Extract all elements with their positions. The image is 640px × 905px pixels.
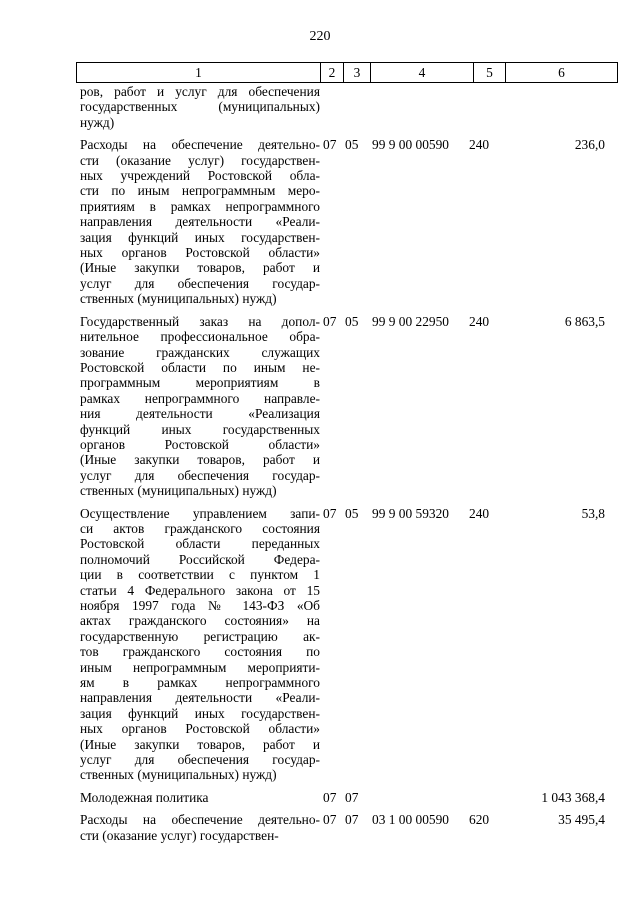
item-name-line: программным мероприятиям в xyxy=(80,375,320,391)
target-article-cell: 99 9 00 00590 xyxy=(372,137,449,153)
item-name-line: Ростовской области по иным не- xyxy=(80,359,320,375)
item-name-line: рамках непрограммного направле- xyxy=(80,390,320,406)
item-name-line: услуг для обеспечения государ- xyxy=(80,752,320,768)
target-article-cell: 99 9 00 59320 xyxy=(372,505,449,521)
item-name-line: (Иные закупки товаров, работ и xyxy=(80,452,320,468)
item-name-line: нительное профессиональное обра- xyxy=(80,329,320,345)
section-code-cell: 07 xyxy=(323,313,337,329)
item-name-cell xyxy=(76,84,319,130)
item-name-line: Осуществление управлением запи- xyxy=(80,505,320,521)
item-name-line: услуг для обеспечения государ- xyxy=(80,467,320,483)
column-header: 6 xyxy=(506,63,618,83)
amount-cell: 35 495,4 xyxy=(558,812,605,828)
item-name-line: сти (оказание услуг) государствен- xyxy=(80,152,320,168)
table-row xyxy=(76,314,611,499)
item-name-cell xyxy=(76,812,319,843)
item-name-line: ственных (муниципальных) нужд) xyxy=(80,483,277,499)
item-name-line: Расходы на обеспечение деятельно- xyxy=(80,137,320,153)
amount-cell xyxy=(500,84,611,130)
item-name-line: Молодежная политика xyxy=(80,789,209,805)
item-name-line: направления деятельности «Реали- xyxy=(80,690,320,706)
item-name-line: (Иные закупки товаров, работ и xyxy=(80,260,320,276)
target-article-cell xyxy=(367,790,469,805)
section-code-cell: 07 xyxy=(323,137,337,153)
item-name-line: ных органов Ростовской области» xyxy=(80,721,320,737)
item-name-line: ции в соответствии с пунктом 1 xyxy=(80,567,320,583)
item-name-line: направления деятельности «Реали- xyxy=(80,214,320,230)
item-name-line: государственных (муниципальных) xyxy=(80,99,320,115)
item-name-line: Расходы на обеспечение деятельно- xyxy=(80,812,320,828)
table-row xyxy=(76,506,611,783)
amount-cell: 6 863,5 xyxy=(564,313,605,329)
subsection-code-cell: 05 xyxy=(345,505,359,521)
section-code-cell: 07 xyxy=(323,789,337,805)
column-header: 5 xyxy=(474,63,506,83)
budget-table xyxy=(76,84,611,843)
expense-type-cell: 240 xyxy=(469,505,490,521)
item-name-line: зация функций иных государствен- xyxy=(80,705,320,721)
item-name-cell xyxy=(76,314,319,499)
column-header: 1 xyxy=(77,63,321,83)
table-row xyxy=(76,790,611,805)
item-name-line: иным непрограммным мероприяти- xyxy=(80,659,320,675)
item-name-line: нужд) xyxy=(80,114,115,130)
expense-type-cell: 240 xyxy=(469,313,490,329)
item-name-line: Ростовской области переданных xyxy=(80,536,320,552)
item-name-line: ров, работ и услуг для обеспечения xyxy=(80,84,320,99)
item-name-line: сти (оказание услуг) государствен- xyxy=(80,827,279,843)
column-header-row xyxy=(76,62,618,83)
item-name-line: ных учреждений Ростовской обла- xyxy=(80,168,320,184)
row-spacer xyxy=(76,130,611,137)
item-name-line: приятиям в рамках непрограммного xyxy=(80,198,320,214)
amount-cell: 236,0 xyxy=(574,137,605,153)
column-header: 2 xyxy=(321,63,344,83)
item-name-line: актах гражданского состояния» на xyxy=(80,613,320,629)
item-name-line: Государственный заказ на допол- xyxy=(80,313,320,329)
item-name-cell xyxy=(76,137,319,306)
item-name-line: государственную регистрацию ак- xyxy=(80,628,320,644)
item-name-line: функций иных государственных xyxy=(80,421,320,437)
table-row xyxy=(76,137,611,306)
item-name-cell xyxy=(76,506,319,783)
item-name-line: статьи 4 Федерального закона от 15 xyxy=(80,582,320,598)
table-row xyxy=(76,84,611,130)
item-name-line: ноября 1997 года № 143-ФЗ «Об xyxy=(80,598,320,613)
row-spacer xyxy=(76,783,611,790)
amount-cell: 1 043 368,4 xyxy=(541,789,605,805)
item-name-line: ния деятельности «Реализация xyxy=(80,406,320,422)
item-name-line: ственных (муниципальных) нужд) xyxy=(80,767,277,783)
row-spacer xyxy=(76,805,611,812)
item-name-line: си актов гражданского состояния xyxy=(80,520,320,536)
expense-type-cell xyxy=(469,84,500,130)
item-name-line: зование гражданских служащих xyxy=(80,344,320,360)
subsection-code-cell xyxy=(341,84,367,130)
item-name-line: ственных (муниципальных) нужд) xyxy=(80,291,277,307)
amount-cell: 53,8 xyxy=(581,505,605,521)
target-article-cell xyxy=(367,84,469,130)
expense-type-cell: 620 xyxy=(469,812,490,828)
target-article-cell: 99 9 00 22950 xyxy=(372,313,449,329)
subsection-code-cell: 05 xyxy=(345,137,359,153)
subsection-code-cell: 05 xyxy=(345,313,359,329)
section-code-cell: 07 xyxy=(323,505,337,521)
table-row xyxy=(76,812,611,843)
item-name-line: (Иные закупки товаров, работ и xyxy=(80,736,320,752)
expense-type-cell xyxy=(469,790,500,805)
column-header: 3 xyxy=(344,63,371,83)
row-spacer xyxy=(76,307,611,314)
row-spacer xyxy=(76,499,611,506)
item-name-line: сти по иным непрограммным меро- xyxy=(80,183,320,199)
target-article-cell: 03 1 00 00590 xyxy=(372,812,449,828)
section-code-cell xyxy=(319,84,341,130)
item-name-line: полномочий Российской Федера- xyxy=(80,551,320,567)
item-name-line: ям в рамках непрограммного xyxy=(80,675,320,691)
item-name-line: тов гражданского состояния по xyxy=(80,644,320,660)
page-number: 220 xyxy=(309,29,331,44)
section-code-cell: 07 xyxy=(323,812,337,828)
item-name-line: ных органов Ростовской области» xyxy=(80,245,320,261)
item-name-line: услуг для обеспечения государ- xyxy=(80,275,320,291)
item-name-line: органов Ростовской области» xyxy=(80,436,320,452)
item-name-cell xyxy=(76,790,319,805)
subsection-code-cell: 07 xyxy=(345,812,359,828)
column-header: 4 xyxy=(371,63,474,83)
expense-type-cell: 240 xyxy=(469,137,490,153)
subsection-code-cell: 07 xyxy=(345,789,359,805)
item-name-line: зация функций иных государствен- xyxy=(80,229,320,245)
